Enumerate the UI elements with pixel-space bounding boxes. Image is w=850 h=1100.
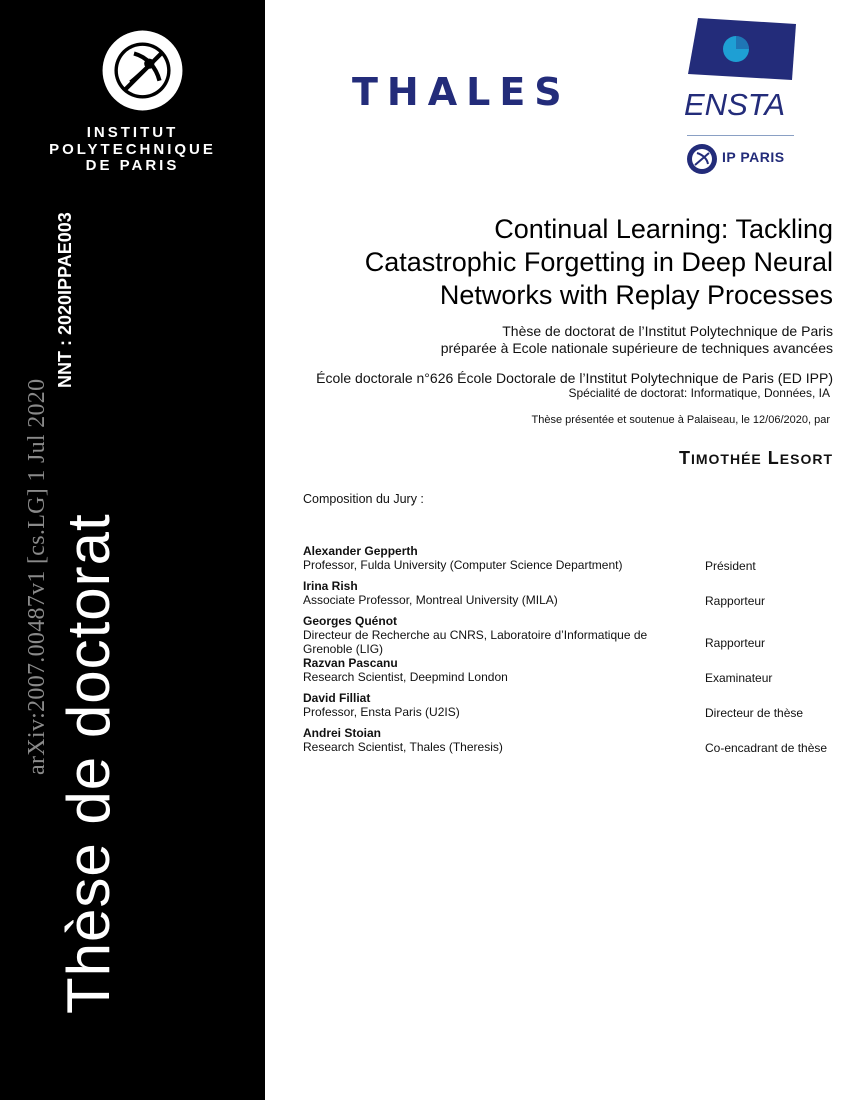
jury-member-affiliation: Professor, Fulda University (Computer Science Department) bbox=[303, 558, 623, 572]
thales-logo: THALES bbox=[352, 70, 571, 114]
title-line-3: Networks with Replay Processes bbox=[439, 280, 833, 310]
jury-member bbox=[303, 544, 838, 572]
jury-member bbox=[303, 726, 838, 754]
ip-paris-seal-icon bbox=[686, 143, 718, 175]
title-line-1: Continual Learning: Tackling bbox=[494, 214, 833, 244]
speciality: Spécialité de doctorat: Informatique, Données, IA bbox=[568, 386, 830, 400]
jury-member-affiliation: Associate Professor, Montreal University (MILA) bbox=[303, 593, 558, 607]
jury-member bbox=[303, 656, 838, 684]
jury-member-role: Co-encadrant de thèse bbox=[705, 741, 828, 755]
title-line-2: Catastrophic Forgetting in Deep Neural bbox=[364, 247, 833, 277]
jury-label: Composition du Jury : bbox=[303, 492, 424, 506]
jury-member-role: Président bbox=[705, 559, 756, 573]
jury-member bbox=[303, 579, 838, 607]
defense-info: Thèse présentée et soutenue à Palaiseau, le 12/06/2020, par bbox=[531, 414, 830, 426]
jury-member-name: Alexander Gepperth bbox=[303, 544, 418, 558]
jury-member-role: Directeur de thèse bbox=[705, 706, 804, 720]
jury-member bbox=[303, 614, 838, 656]
sidebar bbox=[0, 0, 265, 1100]
jury-member-affiliation: Professor, Ensta Paris (U2IS) bbox=[303, 705, 460, 719]
jury-member-role: Examinateur bbox=[705, 671, 773, 685]
subtitle-school: préparée à Ecole nationale supérieure de techniques avancées bbox=[440, 340, 833, 356]
polytechnique-logo bbox=[100, 28, 185, 113]
nnt-number: NNT : 2020IPPAE003 bbox=[55, 212, 75, 388]
jury-list bbox=[303, 544, 838, 754]
jury-member-affiliation: Research Scientist, Deepmind London bbox=[303, 670, 508, 684]
jury-member-name: David Filliat bbox=[303, 691, 371, 705]
jury-member-name: Georges Quénot bbox=[303, 614, 398, 628]
institute-name-line-3: DE PARIS bbox=[85, 157, 180, 174]
jury-member-affiliation: Directeur de Recherche au CNRS, Laboratoire d’Informatique de Grenoble (LIG) bbox=[303, 628, 648, 656]
ensta-wordmark: ENSTA bbox=[684, 87, 786, 120]
jury-member-name: Razvan Pascanu bbox=[303, 656, 398, 670]
institute-name-line-1: INSTITUT bbox=[86, 124, 179, 141]
these-label: Thèse de doctorat bbox=[55, 513, 122, 1014]
jury-member-role: Rapporteur bbox=[705, 594, 766, 608]
jury-member bbox=[303, 691, 838, 719]
logo-divider bbox=[687, 135, 794, 136]
author-name: TIMOTHÉE LESORT bbox=[678, 448, 833, 468]
ensta-logo bbox=[684, 18, 796, 120]
doctoral-school: École doctorale n°626 École Doctorale de l’Institut Polytechnique de Paris (ED IPP) bbox=[316, 370, 833, 386]
institute-name-line-2: POLYTECHNIQUE bbox=[49, 141, 216, 158]
jury-member-name: Andrei Stoian bbox=[303, 726, 382, 740]
arxiv-stamp: arXiv:2007.00487v1 [cs.LG] 1 Jul 2020 bbox=[24, 378, 50, 775]
thesis-title bbox=[273, 213, 833, 312]
jury-member-name: Irina Rish bbox=[303, 579, 358, 593]
ip-paris-label: IP PARIS bbox=[722, 149, 785, 165]
jury-member-role: Rapporteur bbox=[705, 636, 766, 650]
jury-member-affiliation: Research Scientist, Thales (Theresis) bbox=[303, 740, 503, 754]
subtitle-institute: Thèse de doctorat de l’Institut Polytechnique de Paris bbox=[502, 323, 833, 339]
